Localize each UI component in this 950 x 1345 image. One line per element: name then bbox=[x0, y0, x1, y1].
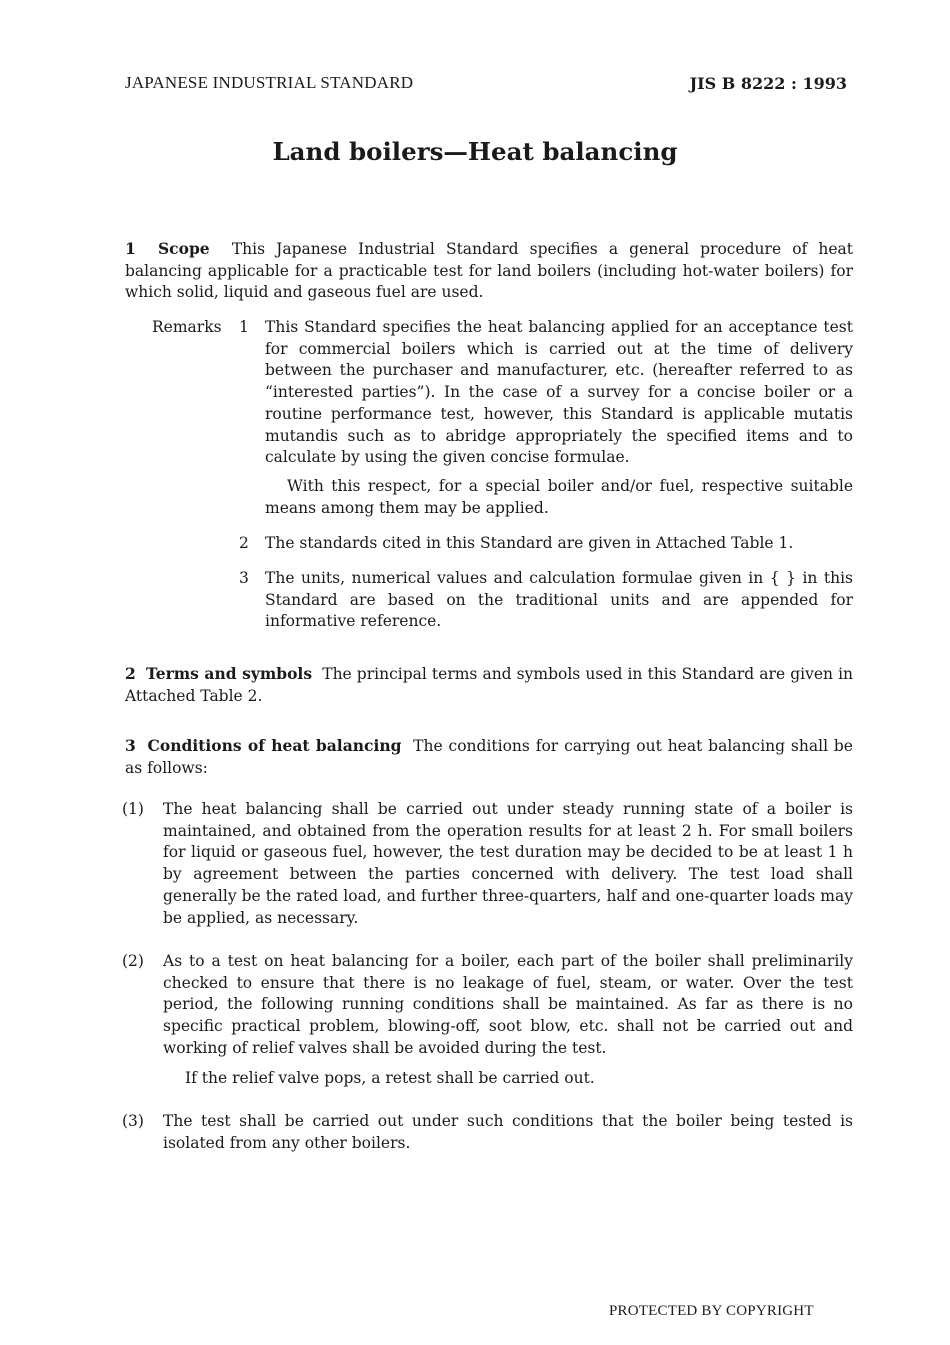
remark-3-text: The units, numerical values and calculation formulae given in { } in this Standard are based on the traditional units and are appended for informative reference. bbox=[265, 569, 853, 631]
section-3-number: 3 bbox=[125, 736, 136, 755]
header-standard-name: JAPANESE INDUSTRIAL STANDARD bbox=[125, 73, 414, 92]
section-3-paragraph bbox=[125, 735, 853, 779]
section-3-heading: Conditions of heat balancing bbox=[147, 736, 402, 755]
condition-2-label: (2) bbox=[122, 952, 144, 970]
remark-2-text: The standards cited in this Standard are given in Attached Table 1. bbox=[265, 534, 794, 552]
section-2-text: The principal terms and symbols used in this Standard are given in Attached Table 2. bbox=[125, 665, 854, 705]
section-1-paragraph bbox=[125, 238, 853, 304]
section-1-text: This Japanese Industrial Standard specifies a general procedure of heat balancing applicable for a practicable test for land boilers (including hot-water boilers) for which solid, liquid and gaseous fuel are used. bbox=[125, 240, 853, 302]
remark-1-continuation: With this respect, for a special boiler and/or fuel, respective suitable means among them may be applied. bbox=[265, 477, 853, 517]
condition-1-label: (1) bbox=[122, 800, 144, 818]
condition-3-text: The test shall be carried out under such conditions that the boiler being tested is isolated from any other boilers. bbox=[163, 1112, 853, 1152]
section-1-number: 1 bbox=[125, 239, 136, 258]
remark-3-number: 3 bbox=[239, 569, 249, 587]
section-2-paragraph bbox=[125, 663, 853, 707]
condition-2-text: As to a test on heat balancing for a boiler, each part of the boiler shall preliminarily checked to ensure that there is no leakage of fuel, steam, or water. Over the test period, the following running conditions shall be maintained. As far as there is no specific practical problem, blowing-off, soot blow, etc. shall not be carried out and working of relief valves shall be avoided during the test. bbox=[163, 952, 853, 1057]
condition-1-text: The heat balancing shall be carried out under steady running state of a boiler is maintained, and obtained from the operation results for at least 2 h. For small boilers for liquid or gaseous fuel, however, the test duration may be decided to be at least 1 h by agreement between the parties concerned with delivery. The test load shall generally be the rated load, and further three-quarters, half and one-quarter loads may be applied, as necessary. bbox=[163, 800, 853, 927]
condition-3-label: (3) bbox=[122, 1112, 144, 1130]
page-title: Land boilers—Heat balancing bbox=[272, 137, 678, 166]
section-2-number: 2 bbox=[125, 664, 136, 683]
remark-1-number: 1 bbox=[239, 318, 249, 336]
copyright-footer: PROTECTED BY COPYRIGHT bbox=[609, 1303, 814, 1319]
header-standard-number: JIS B 8222 : 1993 bbox=[689, 74, 847, 93]
section-2-heading: Terms and symbols bbox=[145, 664, 313, 683]
remark-1-text: This Standard specifies the heat balancing applied for an acceptance test for commercial boilers which is carried out at the time of delivery between the purchaser and manufacturer, etc. (hereafter referred to as “interested parties”). In the case of a survey for a concise boiler or a routine performance test, however, this Standard is applicable mutatis mutandis such as to abridge appropriately the specified items and to calculate by using the given concise formulae. bbox=[265, 318, 853, 467]
condition-2-continuation: If the relief valve pops, a retest shall be carried out. bbox=[185, 1069, 595, 1087]
section-3-text: The conditions for carrying out heat balancing shall be as follows: bbox=[125, 737, 853, 777]
remark-2-number: 2 bbox=[239, 534, 249, 552]
remarks-label: Remarks bbox=[152, 318, 222, 336]
section-1-heading: Scope bbox=[157, 239, 210, 258]
